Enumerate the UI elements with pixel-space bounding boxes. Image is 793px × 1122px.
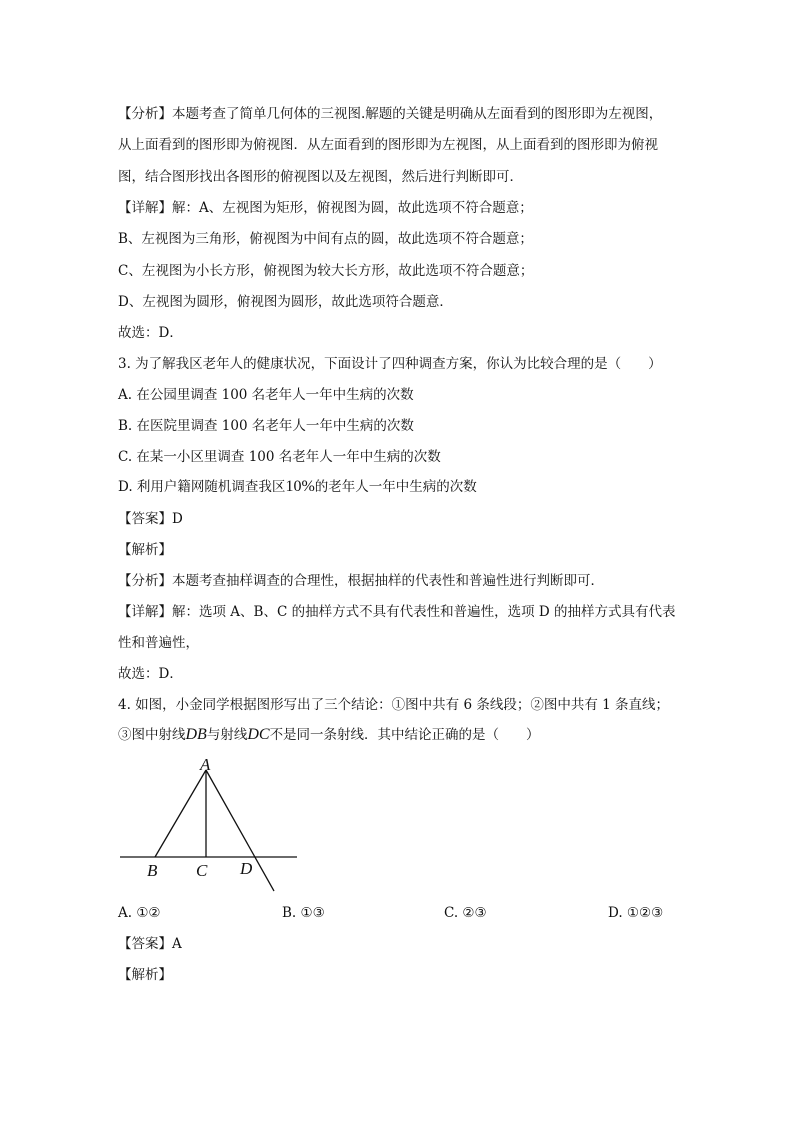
stem-text: 与射线 <box>206 727 248 743</box>
q4-option-a: A. ①② <box>118 905 161 921</box>
q4-option-b: B. ①③ <box>282 905 325 921</box>
text-line: 故选：D． <box>118 325 183 341</box>
question-4-stem-cont <box>118 726 540 744</box>
text-line: B、左视图为三角形，俯视图为中间有点的圆，故此选项不符合题意； <box>118 231 533 247</box>
text-line: C、左视图为小长方形，俯视图为较大长方形，故此选项不符合题意； <box>118 263 534 279</box>
q4-option-d: D. ①②③ <box>608 905 664 921</box>
text-line: 性和普遍性， <box>118 635 199 651</box>
option-c: C. 在某一小区里调查 100 名老年人一年中生病的次数 <box>118 449 441 465</box>
text-line: 图，结合图形找出各图形的俯视图以及左视图，然后进行判断即可． <box>118 169 523 185</box>
label-d: D <box>240 859 253 878</box>
ray-dc: DC <box>247 726 270 743</box>
ray-ad <box>206 770 274 891</box>
text-line: 【分析】本题考查抽样调查的合理性，根据抽样的代表性和普遍性进行判断即可． <box>118 573 604 589</box>
answer-label: 【答案】A <box>118 936 182 952</box>
stem-text: 不是同一条射线．其中结论正确的是（ ） <box>269 727 540 743</box>
text-line: D、左视图为圆形，俯视图为圆形，故此选项符合题意． <box>118 294 453 310</box>
question-4-stem: 4. 如图，小金同学根据图形写出了三个结论：①图中共有 6 条线段；②图中共有 1 条直线； <box>118 697 670 713</box>
text-line: 从上面看到的图形即为俯视图．从左面看到的图形即为左视图，从上面看到的图形即为俯视 <box>118 137 658 153</box>
option-d <box>118 478 477 496</box>
ray-db: DB <box>185 726 207 743</box>
percent-value: 10% <box>285 478 315 495</box>
text-line: 故选：D． <box>118 666 183 682</box>
option-a: A. 在公园里调查 100 名老年人一年中生病的次数 <box>118 387 414 403</box>
question-3-stem: 3. 为了解我区老年人的健康状况，下面设计了四种调查方案，你认为比较合理的是（ ） <box>118 356 662 372</box>
label-a: A <box>200 755 211 774</box>
q4-option-c: C. ②③ <box>444 905 487 921</box>
label-b: B <box>147 861 158 880</box>
text-line: 【详解】解：A、左视图为矩形，俯视图为圆，故此选项不符合题意； <box>118 200 533 216</box>
option-d-text: D. 利用户籍网随机调查我区 <box>118 479 286 495</box>
segment-ab <box>155 770 206 857</box>
option-b: B. 在医院里调查 100 名老年人一年中生病的次数 <box>118 418 414 434</box>
text-line: 【详解】解：选项 A、B、C 的抽样方式不具有代表性和普遍性，选项 D 的抽样方式具有代表 <box>118 604 676 620</box>
text-line: 【分析】本题考查了简单几何体的三视图.解题的关键是明确从左面看到的图形即为左视图， <box>118 106 663 122</box>
label-c: C <box>196 861 208 880</box>
analysis-label: 【解析】 <box>118 967 172 983</box>
stem-text: ③图中射线 <box>118 727 186 743</box>
answer-label: 【答案】D <box>118 511 183 527</box>
option-d-text-rest: 的老年人一年中生病的次数 <box>314 479 477 495</box>
analysis-label: 【解析】 <box>118 542 172 558</box>
